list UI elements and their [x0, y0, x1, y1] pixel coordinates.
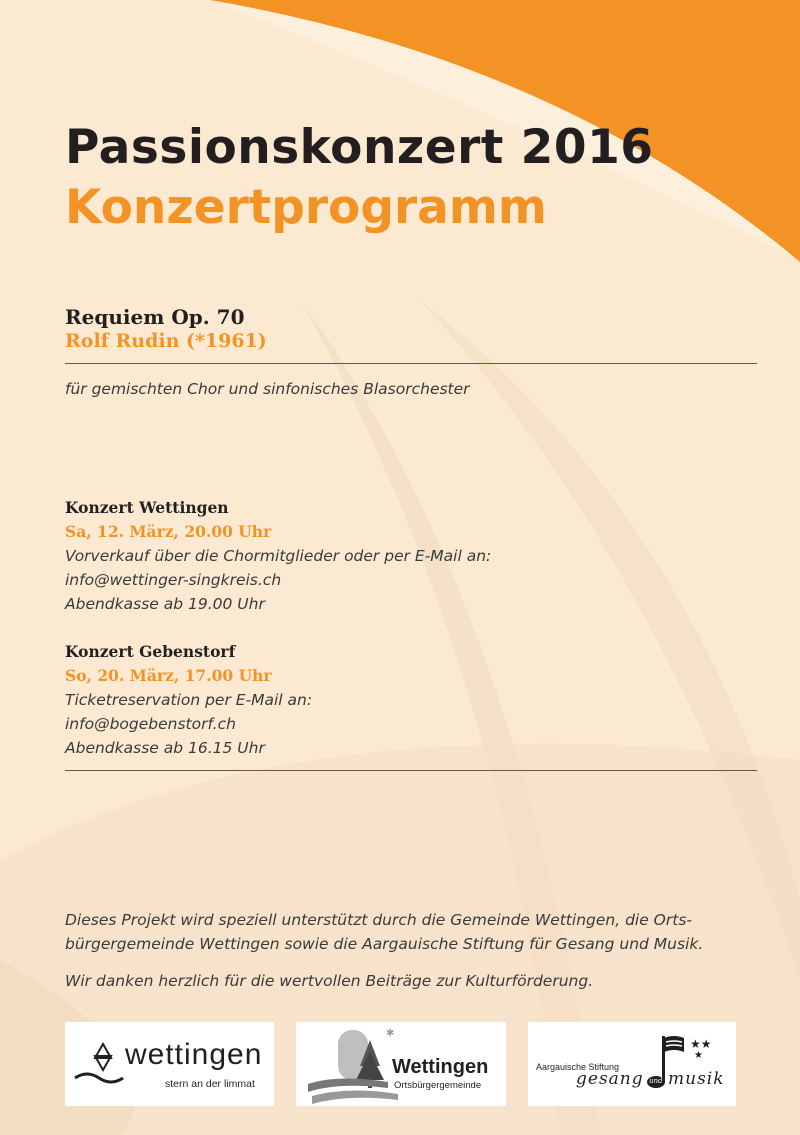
- work-composer: Rolf Rudin (*1961): [65, 330, 267, 352]
- logo-word-und: und: [649, 1077, 663, 1085]
- support-line-2: bürgergemeinde Wettingen sowie die Aargauische Stiftung für Gesang und Musik.: [65, 935, 704, 953]
- logo-ortsbuergergemeinde: [296, 1022, 506, 1106]
- concert-date: Sa, 12. März, 20.00 Uhr: [65, 522, 272, 541]
- svg-text:★: ★: [694, 1050, 703, 1061]
- concert-box-office: Abendkasse ab 16.15 Uhr: [65, 739, 265, 757]
- concert-gebenstorf: [65, 640, 312, 760]
- concert-box-office: Abendkasse ab 19.00 Uhr: [65, 595, 265, 613]
- concert-name: Konzert Gebenstorf: [65, 642, 236, 661]
- concert-email[interactable]: info@wettinger-singkreis.ch: [65, 571, 282, 589]
- concert-date: So, 20. März, 17.00 Uhr: [65, 666, 272, 685]
- concert-email[interactable]: info@bogebenstorf.ch: [65, 715, 236, 733]
- logo-wordmark: wettingen: [125, 1038, 263, 1071]
- logo-word-gesang: gesang: [576, 1069, 644, 1089]
- work-title: Requiem Op. 70: [65, 305, 245, 329]
- logo-tagline: stern an der limmat: [165, 1078, 255, 1090]
- star-of-david-icon: [73, 1040, 133, 1090]
- concert-info: Vorverkauf über die Chormitglieder oder per E-Mail an:: [65, 547, 492, 565]
- concert-wettingen: [65, 496, 491, 616]
- svg-text:✱: ✱: [386, 1028, 395, 1039]
- support-line-1: Dieses Projekt wird speziell unterstützt durch die Gemeinde Wettingen, die Orts-: [65, 911, 692, 929]
- logo-wordmark: Wettingen: [392, 1056, 489, 1078]
- logo-gemeinde-wettingen: [65, 1022, 274, 1106]
- support-text: [65, 908, 703, 956]
- page-subtitle: Konzertprogramm: [65, 180, 547, 235]
- logo-small-name: Aargauische Stiftung: [536, 1062, 620, 1072]
- page-title: Passionskonzert 2016: [65, 120, 654, 175]
- svg-text:★★: ★★: [690, 1037, 712, 1051]
- logo-word-musik: musik: [668, 1069, 725, 1089]
- work-scoring: für gemischten Chor und sinfonisches Blasorchester: [65, 380, 470, 398]
- divider-bottom: [65, 770, 757, 771]
- divider-top: [65, 363, 757, 364]
- concert-info: Ticketreservation per E-Mail an:: [65, 691, 313, 709]
- concert-name: Konzert Wettingen: [65, 498, 229, 517]
- thanks-text: Wir danken herzlich für die wertvollen Beiträge zur Kulturförderung.: [65, 972, 594, 990]
- logo-tagline: Ortsbürgergemeinde: [394, 1080, 482, 1091]
- logo-aargauische-stiftung: [528, 1022, 736, 1106]
